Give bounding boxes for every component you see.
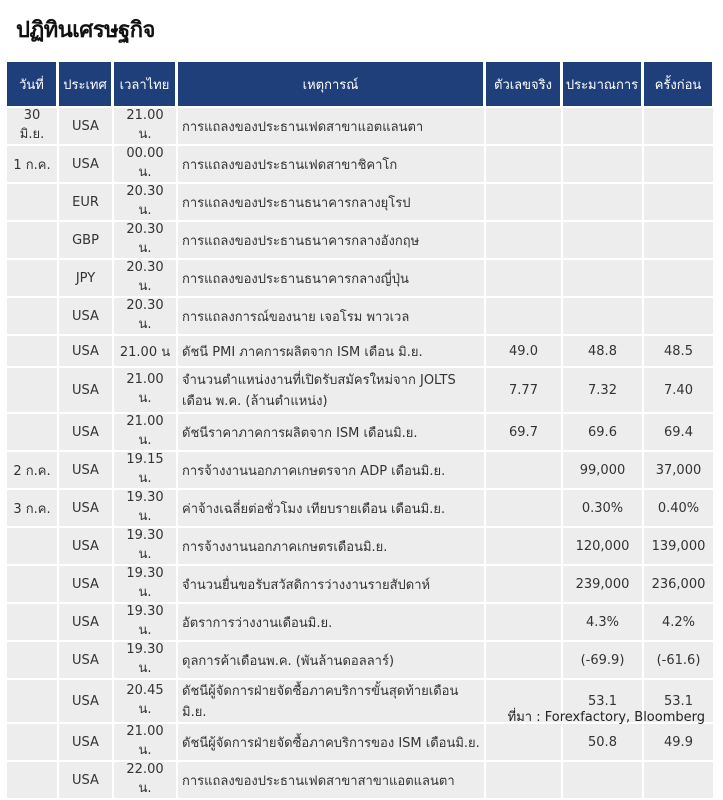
cell-country: USA (59, 368, 112, 412)
cell-date (7, 680, 57, 722)
cell-actual (486, 642, 561, 678)
header-event: เหตุการณ์ (178, 62, 484, 106)
cell-forecast (563, 108, 642, 144)
table-row (7, 452, 713, 488)
cell-actual (486, 146, 561, 182)
cell-date: 2 ก.ค. (7, 452, 57, 488)
cell-country: GBP (59, 222, 112, 258)
cell-time: 19.30 น. (114, 566, 176, 602)
cell-time: 21.00 น. (114, 724, 176, 760)
cell-forecast (563, 184, 642, 220)
cell-time: 21.00 น (114, 336, 176, 366)
cell-previous: 37,000 (644, 452, 713, 488)
cell-time: 19.30 น. (114, 528, 176, 564)
cell-event: ดัชนี PMI ภาคการผลิตจาก ISM เดือน มิ.ย. (178, 336, 484, 366)
cell-previous: 7.40 (644, 368, 713, 412)
cell-event: การแถลงของประธานเฟดสาขาสาขาแอตแลนตา (178, 762, 484, 798)
cell-previous (644, 146, 713, 182)
cell-date (7, 222, 57, 258)
cell-forecast: 4.3% (563, 604, 642, 640)
cell-date (7, 724, 57, 760)
cell-country: USA (59, 108, 112, 144)
cell-forecast: 53.1 (563, 680, 642, 722)
cell-time: 19.15 น. (114, 452, 176, 488)
cell-country: USA (59, 762, 112, 798)
table-row (7, 222, 713, 258)
cell-actual (486, 260, 561, 296)
table-row (7, 184, 713, 220)
table-row (7, 146, 713, 182)
cell-date (7, 184, 57, 220)
cell-country: JPY (59, 260, 112, 296)
cell-previous (644, 762, 713, 798)
cell-previous (644, 260, 713, 296)
cell-previous: 53.1 (644, 680, 713, 722)
table-row (7, 724, 713, 760)
cell-forecast: 50.8 (563, 724, 642, 760)
cell-country: USA (59, 336, 112, 366)
header-actual: ตัวเลขจริง (486, 62, 561, 106)
cell-date (7, 642, 57, 678)
cell-country: EUR (59, 184, 112, 220)
cell-time: 20.30 น. (114, 260, 176, 296)
cell-event: การแถลงการณ์ของนาย เจอโรม พาวเวล (178, 298, 484, 334)
cell-time: 20.30 น. (114, 298, 176, 334)
cell-forecast: 48.8 (563, 336, 642, 366)
cell-date: 30 มิ.ย. (7, 108, 57, 144)
cell-previous (644, 184, 713, 220)
cell-date (7, 336, 57, 366)
cell-time: 21.00 น. (114, 368, 176, 412)
cell-previous: 4.2% (644, 604, 713, 640)
cell-previous: 0.40% (644, 490, 713, 526)
cell-actual (486, 528, 561, 564)
cell-time: 19.30 น. (114, 490, 176, 526)
table-header-row (7, 62, 713, 106)
cell-event: ดัชนีราคาภาคการผลิตจาก ISM เดือนมิ.ย. (178, 414, 484, 450)
cell-country: USA (59, 566, 112, 602)
cell-actual (486, 490, 561, 526)
cell-country: USA (59, 490, 112, 526)
cell-date (7, 260, 57, 296)
cell-event: การแถลงของประธานธนาคารกลางญี่ปุ่น (178, 260, 484, 296)
cell-event: การจ้างงานนอกภาคเกษตรจาก ADP เดือนมิ.ย. (178, 452, 484, 488)
cell-actual (486, 108, 561, 144)
cell-forecast (563, 762, 642, 798)
cell-time: 00.00 น. (114, 146, 176, 182)
cell-forecast: 0.30% (563, 490, 642, 526)
cell-previous: (-61.6) (644, 642, 713, 678)
cell-event: ดัชนีผู้จัดการฝ่ายจัดซื้อภาคบริการของ ISM เดือนมิ.ย. (178, 724, 484, 760)
cell-date (7, 298, 57, 334)
cell-date (7, 762, 57, 798)
table-row (7, 260, 713, 296)
cell-country: USA (59, 452, 112, 488)
cell-event: การจ้างงานนอกภาคเกษตรเดือนมิ.ย. (178, 528, 484, 564)
cell-time: 21.00 น. (114, 108, 176, 144)
cell-event: การแถลงของประธานธนาคารกลางอังกฤษ (178, 222, 484, 258)
cell-actual: 7.77 (486, 368, 561, 412)
cell-previous: 236,000 (644, 566, 713, 602)
table-row (7, 490, 713, 526)
economic-calendar-table (5, 60, 715, 800)
cell-country: USA (59, 604, 112, 640)
cell-actual (486, 298, 561, 334)
cell-forecast: 69.6 (563, 414, 642, 450)
cell-event: ค่าจ้างเฉลี่ยต่อชั่วโมง เทียบรายเดือน เดือนมิ.ย. (178, 490, 484, 526)
cell-country: USA (59, 724, 112, 760)
table-row (7, 604, 713, 640)
cell-previous: 139,000 (644, 528, 713, 564)
cell-actual (486, 762, 561, 798)
table-row (7, 298, 713, 334)
table-row (7, 108, 713, 144)
cell-date (7, 604, 57, 640)
cell-event: จำนวนยื่นขอรับสวัสดิการว่างงานรายสัปดาห์ (178, 566, 484, 602)
cell-previous (644, 222, 713, 258)
cell-country: USA (59, 642, 112, 678)
cell-date: 3 ก.ค. (7, 490, 57, 526)
page-title: ปฏิทินเศรษฐกิจ (16, 18, 155, 43)
cell-date (7, 528, 57, 564)
cell-time: 21.00 น. (114, 414, 176, 450)
cell-date (7, 566, 57, 602)
header-previous: ครั้งก่อน (644, 62, 713, 106)
cell-event: การแถลงของประธานเฟดสาขาแอตแลนตา (178, 108, 484, 144)
cell-previous: 48.5 (644, 336, 713, 366)
cell-country: USA (59, 528, 112, 564)
cell-actual (486, 452, 561, 488)
cell-country: USA (59, 298, 112, 334)
table-row (7, 566, 713, 602)
cell-forecast: (-69.9) (563, 642, 642, 678)
cell-time: 22.00 น. (114, 762, 176, 798)
table-row (7, 528, 713, 564)
header-forecast: ประมาณการ (563, 62, 642, 106)
cell-forecast (563, 146, 642, 182)
cell-forecast (563, 260, 642, 296)
table-body (7, 108, 713, 798)
header-country: ประเทศ (59, 62, 112, 106)
cell-forecast: 99,000 (563, 452, 642, 488)
cell-forecast (563, 298, 642, 334)
cell-country: USA (59, 414, 112, 450)
source-note: ที่มา : Forexfactory, Bloomberg (507, 710, 705, 725)
cell-time: 20.30 น. (114, 222, 176, 258)
cell-previous (644, 108, 713, 144)
cell-previous (644, 298, 713, 334)
cell-forecast: 239,000 (563, 566, 642, 602)
cell-actual (486, 724, 561, 760)
cell-event: อัตราการว่างงานเดือนมิ.ย. (178, 604, 484, 640)
cell-time: 20.30 น. (114, 184, 176, 220)
table-row (7, 762, 713, 798)
cell-event: ดุลการค้าเดือนพ.ค. (พันล้านดอลลาร์) (178, 642, 484, 678)
cell-date: 1 ก.ค. (7, 146, 57, 182)
cell-time: 19.30 น. (114, 642, 176, 678)
cell-country: USA (59, 680, 112, 722)
table-row (7, 368, 713, 412)
cell-country: USA (59, 146, 112, 182)
cell-actual (486, 604, 561, 640)
cell-actual: 49.0 (486, 336, 561, 366)
table-row (7, 414, 713, 450)
cell-previous: 69.4 (644, 414, 713, 450)
cell-forecast: 120,000 (563, 528, 642, 564)
header-time: เวลาไทย (114, 62, 176, 106)
cell-actual: 69.7 (486, 414, 561, 450)
cell-actual (486, 184, 561, 220)
cell-time: 19.30 น. (114, 604, 176, 640)
cell-event: การแถลงของประธานธนาคารกลางยุโรป (178, 184, 484, 220)
cell-forecast (563, 222, 642, 258)
cell-date (7, 414, 57, 450)
table-row (7, 336, 713, 366)
cell-actual (486, 222, 561, 258)
cell-forecast: 7.32 (563, 368, 642, 412)
cell-previous: 49.9 (644, 724, 713, 760)
table-row (7, 642, 713, 678)
cell-actual (486, 566, 561, 602)
cell-time: 20.45 น. (114, 680, 176, 722)
cell-event: ดัชนีผู้จัดการฝ่ายจัดซื้อภาคบริการขั้นสุดท้ายเดือนมิ.ย. (178, 680, 484, 722)
cell-date (7, 368, 57, 412)
cell-event: การแถลงของประธานเฟดสาขาชิคาโก (178, 146, 484, 182)
cell-event: จำนวนตำแหน่งงานที่เปิดรับสมัครใหม่จาก JOLTS เดือน พ.ค. (ล้านตำแหน่ง) (178, 368, 484, 412)
header-date: วันที่ (7, 62, 57, 106)
